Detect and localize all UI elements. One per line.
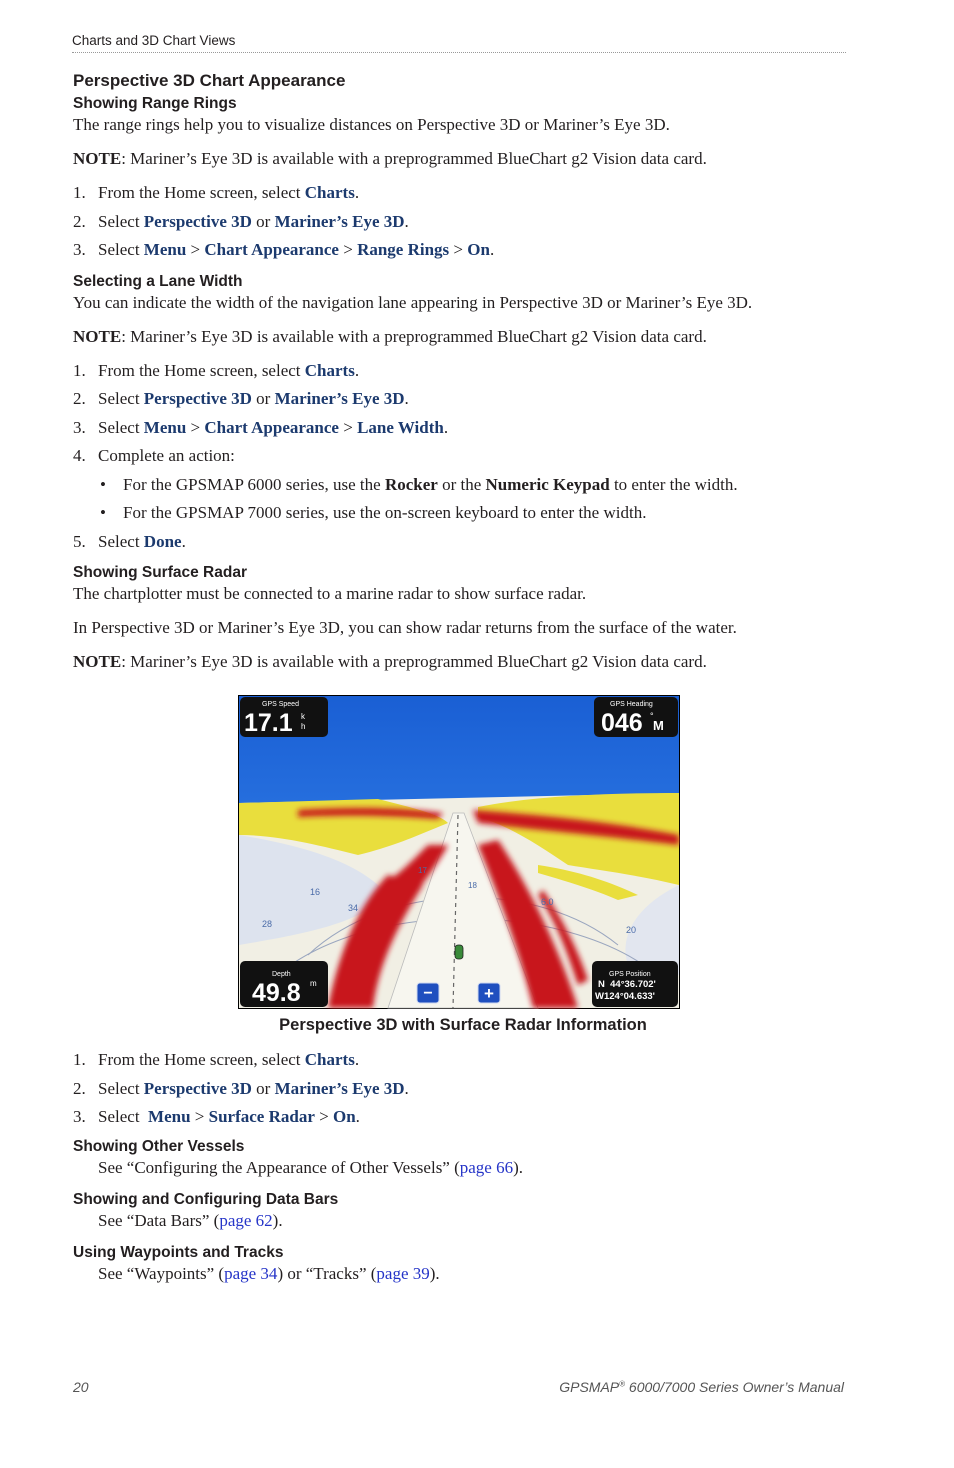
gps-heading-value: 046 bbox=[601, 709, 643, 737]
ui-surface-radar: Surface Radar bbox=[208, 1107, 315, 1126]
step-text: Select bbox=[98, 417, 144, 437]
figure-caption: Perspective 3D with Surface Radar Information bbox=[279, 1016, 647, 1034]
ui-charts: Charts bbox=[304, 183, 355, 202]
bullet-text: For the GPSMAP 6000 series, use the bbox=[123, 474, 385, 494]
bullet-dot: • bbox=[100, 474, 106, 494]
gps-speed-unit-top: k bbox=[301, 712, 305, 721]
step-text: Select bbox=[98, 531, 144, 551]
gps-heading-label: GPS Heading bbox=[610, 701, 653, 708]
page-content bbox=[73, 68, 853, 1285]
note-text: : Mariner’s Eye 3D is available with a preprogrammed BlueChart g2 Vision data card. bbox=[121, 326, 707, 346]
minus-icon: − bbox=[423, 985, 433, 1002]
manual-title-rest: 6000/7000 Series Owner’s Manual bbox=[625, 1379, 844, 1395]
section-title: Perspective 3D Chart Appearance bbox=[73, 71, 346, 90]
step-text: Select bbox=[98, 240, 144, 259]
ui-charts: Charts bbox=[304, 1050, 355, 1069]
gps-heading-degree: ° bbox=[650, 711, 654, 721]
step-text: > bbox=[338, 417, 358, 437]
gps-position-lat: N 44°36.702' bbox=[598, 979, 656, 990]
ref-text: See “Waypoints” ( bbox=[98, 1263, 225, 1283]
step-text: Complete an action: bbox=[98, 446, 235, 465]
ui-chart-appearance: Chart Appearance bbox=[204, 240, 339, 259]
step-text: From the Home screen, select bbox=[98, 183, 305, 202]
bullet-text: to enter the width. bbox=[609, 474, 738, 494]
page-number: 20 bbox=[73, 1379, 89, 1395]
ui-mariners-eye-3d: Mariner’s Eye 3D bbox=[274, 1078, 405, 1098]
note-text: : Mariner’s Eye 3D is available with a preprogrammed BlueChart g2 Vision data card. bbox=[121, 652, 707, 671]
ui-on: On bbox=[332, 1107, 356, 1126]
bullet-text: or the bbox=[437, 474, 486, 494]
range-rings-step-2 bbox=[73, 211, 853, 233]
step-text: > bbox=[314, 1107, 333, 1126]
plus-icon: + bbox=[484, 984, 494, 1003]
gps-speed-value: 17.1 bbox=[244, 709, 293, 737]
ui-charts: Charts bbox=[304, 360, 355, 380]
data-bars-heading: Showing and Configuring Data Bars bbox=[73, 1190, 339, 1208]
lane-width-step-4 bbox=[73, 445, 853, 467]
surface-radar-p2: In Perspective 3D or Mariner’s Eye 3D, you can show radar returns from the surface of the water. bbox=[73, 618, 737, 637]
ui-on: On bbox=[467, 240, 490, 259]
step-number: 3. bbox=[73, 1107, 86, 1126]
step-number: 2. bbox=[73, 211, 86, 231]
range-rings-heading: Showing Range Rings bbox=[73, 95, 237, 112]
step-number: 1. bbox=[73, 1050, 86, 1069]
step-number: 2. bbox=[73, 389, 86, 408]
step-text: From the Home screen, select bbox=[98, 360, 305, 380]
note-label: NOTE bbox=[73, 149, 122, 168]
step-text: . bbox=[181, 531, 186, 551]
surface-radar-note bbox=[73, 651, 853, 673]
note-text: : Mariner’s Eye 3D is available with a preprogrammed BlueChart g2 Vision data card. bbox=[121, 149, 707, 168]
step-text: . bbox=[404, 389, 409, 408]
ref-text: ). bbox=[272, 1210, 283, 1230]
step-text: > bbox=[186, 240, 205, 259]
step-text: Select bbox=[98, 389, 144, 408]
step-text: . bbox=[355, 1107, 360, 1126]
depth-mark: 18 bbox=[468, 881, 477, 890]
vessel-icon bbox=[455, 945, 463, 959]
range-rings-step-3 bbox=[73, 239, 853, 261]
depth-mark: 6.0 bbox=[541, 897, 554, 907]
range-rings-intro: The range rings help you to visualize distances on Perspective 3D or Mariner’s Eye 3D. bbox=[73, 115, 670, 134]
step-text: Select bbox=[98, 1107, 149, 1126]
note-label: NOTE bbox=[73, 326, 122, 346]
waypoints-heading: Using Waypoints and Tracks bbox=[73, 1243, 284, 1261]
page-66-link[interactable]: page 66 bbox=[459, 1157, 514, 1177]
step-text: or bbox=[251, 211, 275, 231]
step-number: 4. bbox=[73, 446, 86, 465]
step-text: . bbox=[354, 183, 360, 202]
step-text: . bbox=[354, 1050, 360, 1069]
depth-mark: 17 bbox=[418, 866, 427, 875]
gps-position-lon: W124°04.633' bbox=[595, 991, 655, 1002]
ui-menu: Menu bbox=[143, 417, 187, 437]
depth-mark: 20 bbox=[626, 925, 637, 935]
lane-width-bullet-2 bbox=[73, 502, 853, 524]
ref-text: See “Configuring the Appearance of Other Vessels” ( bbox=[98, 1157, 460, 1177]
range-rings-note bbox=[73, 148, 853, 170]
ui-menu: Menu bbox=[143, 240, 187, 259]
bullet-dot: • bbox=[100, 503, 106, 522]
page-34-link[interactable]: page 34 bbox=[224, 1263, 278, 1283]
step-text: . bbox=[404, 1078, 409, 1098]
waypoints-text bbox=[73, 1263, 853, 1285]
gps-speed-label: GPS Speed bbox=[262, 701, 299, 708]
ui-mariners-eye-3d: Mariner’s Eye 3D bbox=[274, 389, 405, 408]
ui-perspective-3d: Perspective 3D bbox=[143, 1078, 252, 1098]
zoom-in-button[interactable] bbox=[478, 983, 500, 1003]
surface-radar-p1: The chartplotter must be connected to a marine radar to show surface radar. bbox=[73, 584, 587, 603]
zoom-out-button[interactable] bbox=[417, 983, 439, 1003]
step-text: . bbox=[443, 417, 449, 437]
step-number: 3. bbox=[73, 417, 86, 437]
page-62-link[interactable]: page 62 bbox=[219, 1210, 273, 1230]
ui-perspective-3d: Perspective 3D bbox=[143, 389, 252, 408]
step-text: or bbox=[251, 389, 275, 408]
ref-text: ). bbox=[513, 1157, 524, 1177]
range-rings-step-1 bbox=[73, 182, 853, 204]
page-39-link[interactable]: page 39 bbox=[376, 1263, 430, 1283]
step-text: . bbox=[404, 211, 409, 231]
step-text: > bbox=[190, 1107, 209, 1126]
lane-width-step-2 bbox=[73, 388, 853, 410]
step-text: Select bbox=[98, 211, 144, 231]
lane-width-intro: You can indicate the width of the navigation lane appearing in Perspective 3D or Mariner’s Eye 3D. bbox=[73, 292, 753, 312]
data-bars-text bbox=[73, 1210, 853, 1232]
ui-range-rings: Range Rings bbox=[357, 240, 450, 259]
depth-unit: m bbox=[310, 979, 317, 988]
depth-mark: 16 bbox=[310, 887, 321, 897]
ref-text: ) or “Tracks” ( bbox=[277, 1263, 377, 1283]
step-number: 1. bbox=[73, 360, 86, 380]
step-number: 5. bbox=[73, 531, 86, 551]
chartplotter-screen bbox=[238, 695, 680, 1009]
ui-chart-appearance: Chart Appearance bbox=[204, 417, 339, 437]
note-label: NOTE bbox=[73, 652, 122, 671]
step-number: 3. bbox=[73, 240, 86, 259]
lane-width-step-3 bbox=[73, 417, 853, 439]
ref-text: ). bbox=[429, 1263, 440, 1283]
step-text: or bbox=[251, 1078, 275, 1098]
ui-mariners-eye-3d: Mariner’s Eye 3D bbox=[274, 211, 405, 231]
depth-value: 49.8 bbox=[252, 979, 301, 1007]
gps-heading-unit: M bbox=[653, 718, 664, 733]
step-text: > bbox=[449, 240, 468, 259]
step-text: . bbox=[354, 360, 360, 380]
ref-text: See “Data Bars” ( bbox=[98, 1210, 220, 1230]
gps-position-label: GPS Position bbox=[609, 971, 651, 978]
ui-lane-width: Lane Width bbox=[357, 417, 444, 437]
depth-mark: 34 bbox=[348, 903, 359, 913]
depth-mark: 28 bbox=[262, 919, 273, 929]
registered-mark: ® bbox=[619, 1379, 626, 1389]
ui-perspective-3d: Perspective 3D bbox=[143, 211, 252, 231]
depth-label: Depth bbox=[272, 971, 291, 978]
lane-width-heading: Selecting a Lane Width bbox=[73, 272, 243, 290]
lane-width-bullet-1 bbox=[73, 474, 853, 496]
other-vessels-heading: Showing Other Vessels bbox=[73, 1137, 245, 1155]
step-text: > bbox=[186, 417, 205, 437]
lane-width-step-5 bbox=[73, 531, 853, 553]
radar-figure bbox=[238, 695, 680, 1009]
step-number: 2. bbox=[73, 1078, 86, 1098]
header-divider bbox=[72, 52, 846, 53]
manual-brand: GPSMAP bbox=[559, 1379, 620, 1395]
bullet-text: For the GPSMAP 7000 series, use the on-screen keyboard to enter the width. bbox=[123, 503, 647, 522]
step-number: 1. bbox=[73, 183, 86, 202]
step-text: > bbox=[338, 240, 358, 259]
lane-width-step-1 bbox=[73, 360, 853, 382]
surface-radar-step-2 bbox=[73, 1078, 853, 1100]
step-text: From the Home screen, select bbox=[98, 1050, 305, 1069]
surface-radar-step-3 bbox=[73, 1106, 853, 1128]
manual-title bbox=[559, 1379, 844, 1395]
step-text: . bbox=[489, 240, 495, 259]
lane-width-note bbox=[73, 326, 853, 348]
running-head: Charts and 3D Chart Views bbox=[72, 33, 236, 48]
key-numeric-keypad: Numeric Keypad bbox=[485, 474, 610, 494]
key-rocker: Rocker bbox=[384, 474, 438, 494]
step-text: Select bbox=[98, 1078, 144, 1098]
surface-radar-step-1 bbox=[73, 1049, 853, 1071]
ui-menu: Menu bbox=[148, 1107, 191, 1126]
ui-done: Done bbox=[143, 531, 182, 551]
gps-speed-unit-bottom: h bbox=[301, 722, 306, 731]
surface-radar-heading: Showing Surface Radar bbox=[73, 564, 247, 581]
other-vessels-text bbox=[73, 1157, 853, 1179]
